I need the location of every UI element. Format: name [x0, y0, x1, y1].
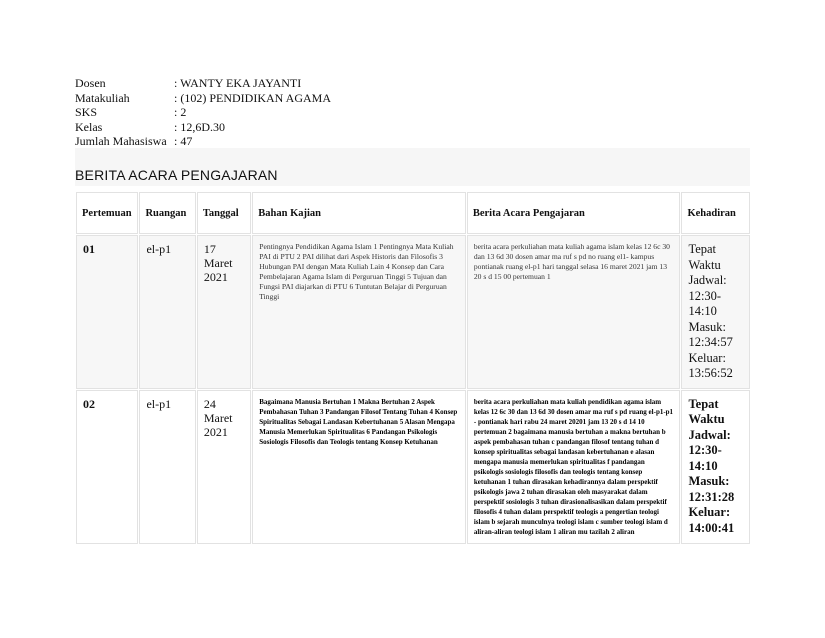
info-label: SKS	[75, 105, 98, 119]
header-berita-acara: Berita Acara Pengajaran	[467, 192, 681, 234]
date-part: 2021	[203, 270, 228, 284]
cell-tanggal	[197, 235, 251, 389]
cell-berita-acara: berita acara perkuliahan mata kuliah pendidikan agama islam kelas 12 6c 30 dan 13 6d 30 dosen amar ma ruf s pd ruang el-p1-p1 - pontianak hari rabu 24 maret 20201 jam 13 20 s d 14 10 pertemuan 2 bagaimana manusia bertuhan a makna bertuhan b aspek pembahasan tuhan c pandangan filosof tentang tuhan d konsep spiritualitas sebagai landasan kebertuhanan e alasan mengapa manusia memerlukan spiritualitas f pandangan psikologis sosiologis filosofis dan teologis tentang konsep ketuhanan 1 tuhan dirasakan kehadirannya dalam perspektif psikologis jawa 2 tuhan dirasakan oleh masyarakat dalam perspektif sosiologis 3 tuhan dirasionalisasikan dalam perspektif filosofis 4 tuhan dalam perspektif teologis a pengertian teologi islam b sejarah munculnya teologi islam c sumber teologi islam d aliran-aliran teologi islam 1 aliran mu tazilah 2 aliran	[467, 390, 681, 544]
attendance-line: Masuk:	[688, 319, 726, 334]
cell-kehadiran	[681, 390, 750, 544]
info-row	[75, 105, 331, 120]
attendance-line: 12:30-	[688, 443, 722, 457]
attendance-line: Tepat	[688, 242, 717, 256]
info-value: : 12,6D.30	[174, 119, 225, 134]
attendance-line: Jadwal:	[688, 427, 731, 442]
cell-tanggal	[197, 390, 251, 544]
teaching-record-table	[75, 191, 751, 545]
cell-bahan-kajian: Bagaimana Manusia Bertuhan 1 Makna Bertuhan 2 Aspek Pembahasan Tuhan 3 Pandangan Filosof Tentang Tuhan 4 Konsep Spiritualitas Sebagai Landasan Kebertuhanan 5 Alasan Mengapa Manusia Memerlukan Spiritualitas 6 Pandangan Psikologis Sosiologis Filosofis dan Teologis tentang Konsep Ketuhanan	[252, 390, 466, 544]
table-row	[76, 235, 750, 389]
info-label: Jumlah Mahasiswa	[75, 134, 167, 148]
attendance-line: Masuk:	[688, 474, 730, 488]
info-label: Matakuliah	[75, 90, 130, 105]
attendance-line: 12:31:28	[688, 489, 735, 504]
cell-kehadiran	[681, 235, 750, 389]
info-value: : 2	[174, 105, 187, 119]
info-row	[75, 91, 331, 106]
attendance-line: 12:30-	[688, 288, 722, 303]
header-bahan-kajian: Bahan Kajian	[252, 192, 466, 234]
info-label: Kelas	[75, 119, 103, 134]
course-info	[75, 76, 331, 149]
cell-pertemuan: 02	[76, 390, 138, 544]
attendance-line: Keluar:	[688, 350, 726, 365]
header-kehadiran: Kehadiran	[681, 192, 750, 234]
info-value: : 47	[174, 134, 193, 148]
page-title: BERITA ACARA PENGAJARAN	[75, 167, 278, 183]
info-value: : (102) PENDIDIKAN AGAMA	[174, 90, 331, 105]
info-row	[75, 76, 331, 91]
info-label: Dosen	[75, 76, 106, 90]
date-part: 2021	[203, 424, 228, 439]
date-part: Maret	[203, 256, 233, 270]
cell-ruangan: el-p1	[139, 235, 195, 389]
attendance-line: 14:00:41	[688, 520, 735, 535]
date-part: 17	[203, 242, 216, 256]
cell-ruangan: el-p1	[139, 390, 195, 544]
table-row	[76, 390, 750, 544]
attendance-line: 12:34:57	[688, 335, 733, 349]
attendance-line: 14:10	[688, 458, 718, 473]
header-pertemuan: Pertemuan	[76, 192, 138, 234]
attendance-line: 13:56:52	[688, 366, 733, 380]
date-part: Maret	[203, 410, 233, 425]
date-part: 24	[203, 396, 216, 411]
attendance-line: Jadwal:	[688, 273, 727, 287]
table-header-row	[76, 192, 750, 234]
info-value: : WANTY EKA JAYANTI	[174, 76, 302, 90]
cell-bahan-kajian: Pentingnya Pendidikan Agama Islam 1 Pentingnya Mata Kuliah PAI di PTU 2 PAI dilihat dari Aspek Historis dan Filosofis 3 Hubungan PAI dengan Mata Kuliah Lain 4 Konsep dan Cara Pembelajaran Agama Islam di Perguruan Tinggi 5 Tujuan dan Fungsi PAI diajarkan di PTU 6 Tuntutan Belajar di Perguruan Tinggi	[252, 235, 466, 389]
attendance-line: Waktu	[688, 257, 721, 272]
cell-berita-acara: berita acara perkuliahan mata kuliah agama islam kelas 12 6c 30 dan 13 6d 30 dosen amar ma ruf s pd no ruang el1- kampus pontianak ruang el-p1 hari tanggal selasa 16 maret 2021 jam 13 20 s d 15 00 pertemuan 1	[467, 235, 681, 389]
attendance-line: 14:10	[688, 304, 717, 318]
attendance-line: Tepat	[688, 396, 719, 411]
attendance-line: Keluar:	[688, 505, 731, 519]
cell-pertemuan: 01	[76, 235, 138, 389]
header-ruangan: Ruangan	[139, 192, 195, 234]
header-tanggal: Tanggal	[197, 192, 251, 234]
attendance-line: Waktu	[688, 412, 725, 426]
info-row	[75, 120, 331, 135]
info-row	[75, 134, 331, 149]
